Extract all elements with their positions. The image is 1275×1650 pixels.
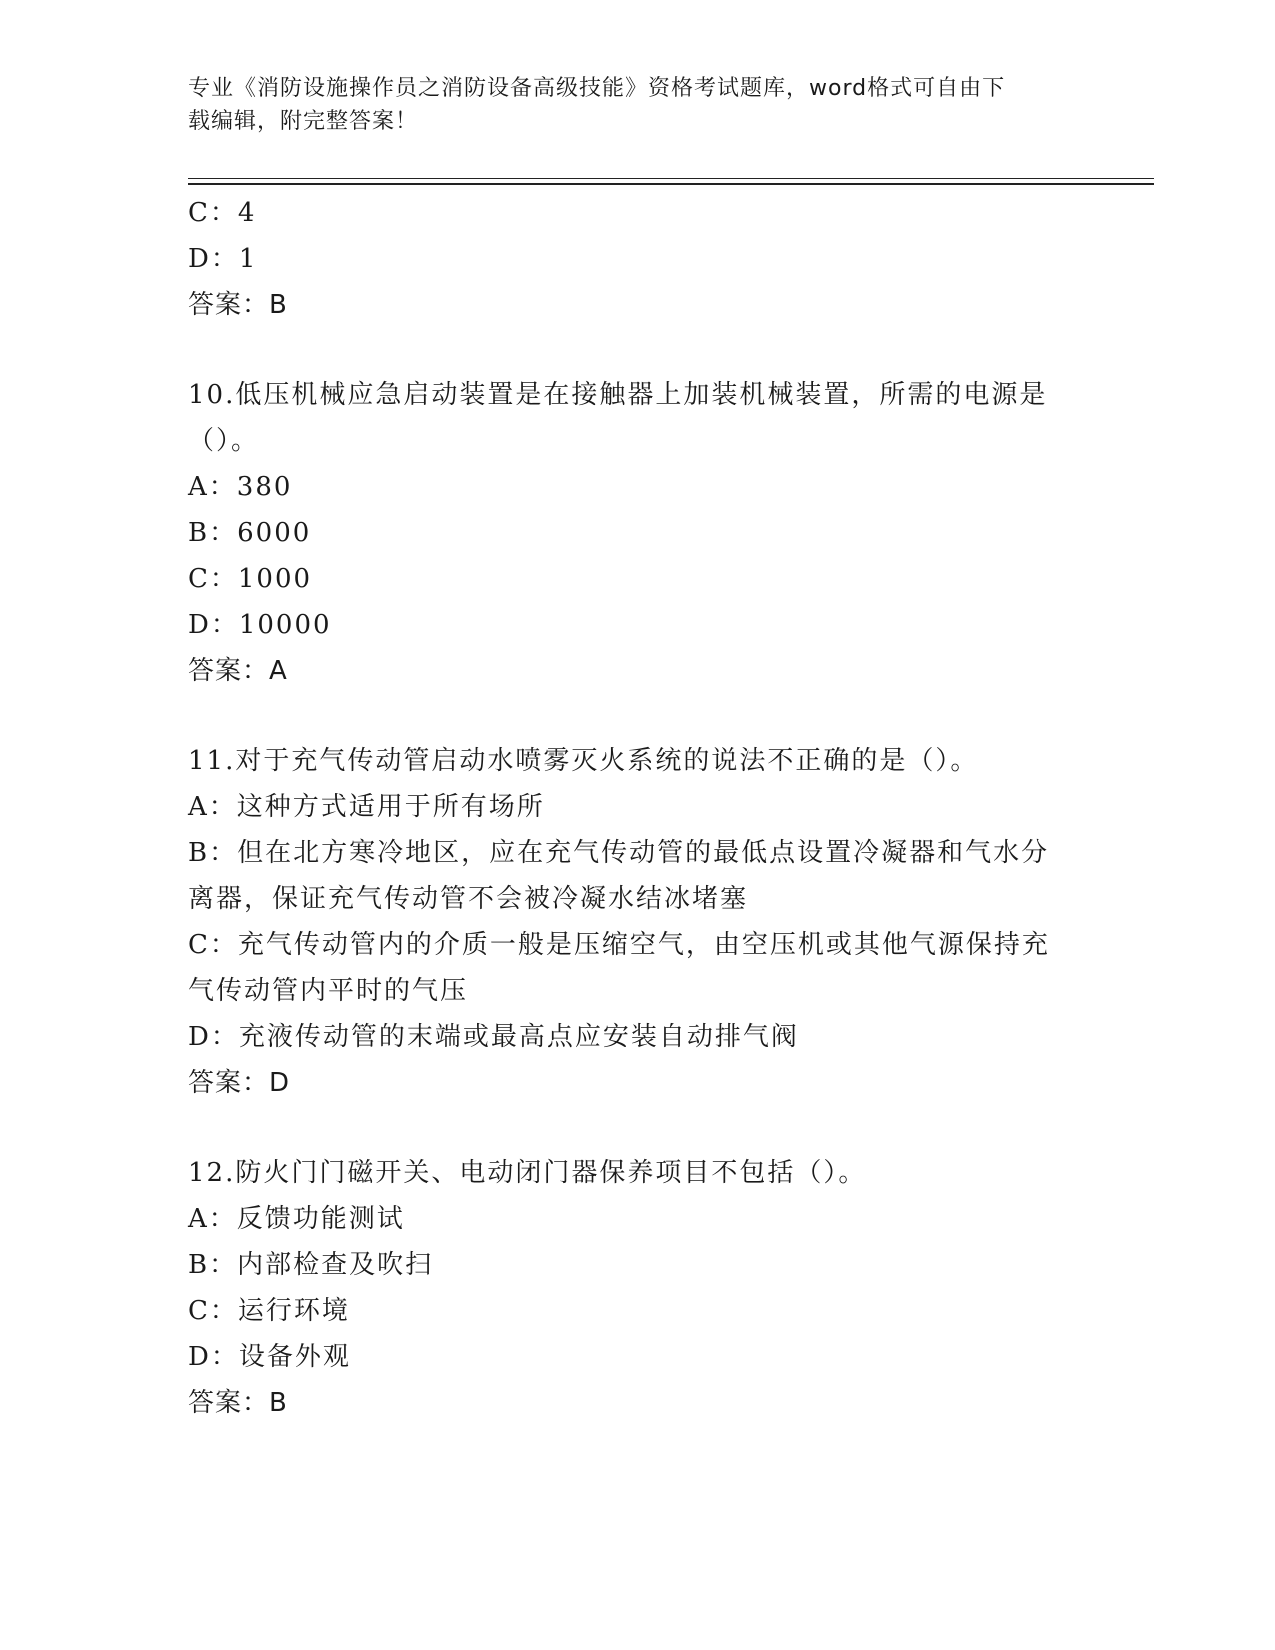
option-a: A：这种方式适用于所有场所 xyxy=(188,792,545,822)
question-content xyxy=(188,190,1088,1426)
question-9 xyxy=(188,190,1088,328)
option-b-cont: 离器，保证充气传动管不会被冷凝水结冰堵塞 xyxy=(188,884,749,914)
option-d: D：设备外观 xyxy=(188,1342,351,1372)
question-text: 10.低压机械应急启动装置是在接触器上加装机械装置，所需的电源是 xyxy=(188,380,1048,410)
question-text: 11.对于充气传动管启动水喷雾灭火系统的说法不正确的是（）。 xyxy=(188,746,979,776)
option-a: A：反馈功能测试 xyxy=(188,1204,405,1234)
question-10 xyxy=(188,372,1088,694)
option-c: C：运行环境 xyxy=(188,1296,350,1326)
option-d: D：1 xyxy=(188,244,258,274)
header-divider-thick xyxy=(188,183,1154,185)
option-c: C：充气传动管内的介质一般是压缩空气，由空压机或其他气源保持充 xyxy=(188,930,1050,960)
header-line-2: 载编辑，附完整答案！ xyxy=(188,109,419,134)
option-c: C：4 xyxy=(188,198,257,228)
question-11 xyxy=(188,738,1088,1106)
answer: 答案：D xyxy=(188,1068,291,1098)
header-line-1: 专业《消防设施操作员之消防设备高级技能》资格考试题库，word格式可自由下 xyxy=(188,76,1006,101)
answer: 答案：B xyxy=(188,1388,288,1418)
question-12 xyxy=(188,1150,1088,1426)
option-b: B：6000 xyxy=(188,518,312,548)
question-text: 12.防火门门磁开关、电动闭门器保养项目不包括（）。 xyxy=(188,1158,867,1188)
option-a: A：380 xyxy=(188,472,293,502)
option-d: D：充液传动管的末端或最高点应安装自动排气阀 xyxy=(188,1022,799,1052)
option-c-cont: 气传动管内平时的气压 xyxy=(188,976,469,1006)
spacer xyxy=(188,328,1088,372)
option-b: B：但在北方寒冷地区，应在充气传动管的最低点设置冷凝器和气水分 xyxy=(188,838,1050,868)
spacer xyxy=(188,1106,1088,1150)
header-divider-thin xyxy=(188,178,1154,179)
document-header xyxy=(188,72,1068,138)
option-c: C：1000 xyxy=(188,564,313,594)
answer: 答案：B xyxy=(188,290,288,320)
question-text-cont: （）。 xyxy=(188,426,260,456)
option-b: B：内部检查及吹扫 xyxy=(188,1250,434,1280)
answer: 答案：A xyxy=(188,656,288,686)
spacer xyxy=(188,694,1088,738)
option-d: D：10000 xyxy=(188,610,332,640)
